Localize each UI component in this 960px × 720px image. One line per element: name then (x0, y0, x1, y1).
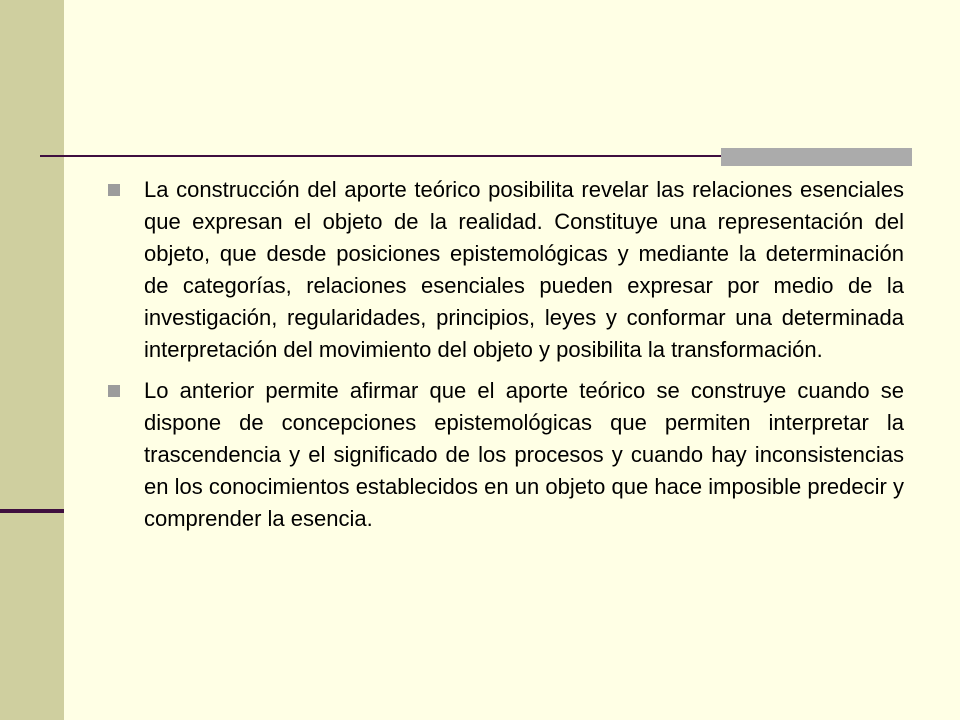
square-bullet-icon (108, 385, 120, 397)
bullet-item-1 (108, 174, 904, 366)
left-accent-line (0, 509, 64, 513)
bullet-text-1: La construcción del aporte teórico posibilita revelar las relaciones esenciales que expresan el objeto de la realidad. Constituye una representación del objeto, que desde posiciones epistemológicas y mediante la determinación de categorías, relaciones esenciales pueden expresar por medio de la investigación, regularidades, principios, leyes y conformar una determinada interpretación del movimiento del objeto y posibilita la transformación. (144, 177, 904, 362)
bullet-text-2: Lo anterior permite afirmar que el aporte teórico se construye cuando se dispone de concepciones epistemológicas que permiten interpretar la trascendencia y el significado de los procesos y cuando hay inconsistencias en los conocimientos establecidos en un objeto que hace imposible predecir y comprender la esencia. (144, 378, 904, 531)
left-decorative-band (0, 0, 64, 720)
square-bullet-icon (108, 184, 120, 196)
bullet-item-2 (108, 375, 904, 535)
gray-decorative-bar (721, 148, 912, 166)
bullet-list (108, 174, 904, 544)
